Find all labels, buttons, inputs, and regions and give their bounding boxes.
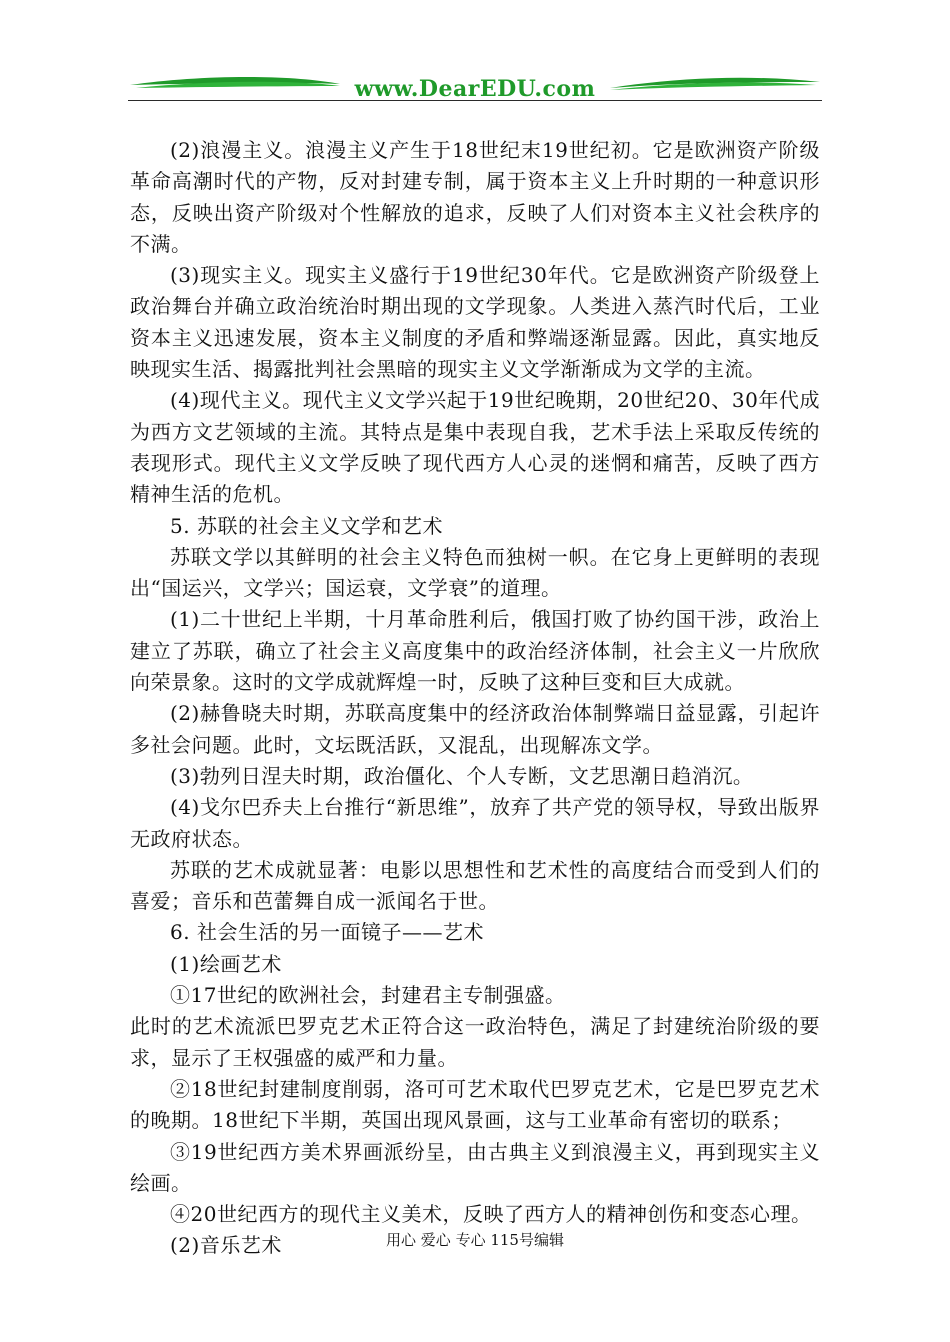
site-logo-banner bbox=[128, 70, 822, 104]
page-footer: 用心 爱心 专心 115号编辑 bbox=[386, 1231, 564, 1249]
body-paragraph: (2)浪漫主义。浪漫主义产生于18世纪末19世纪初。它是欧洲资产阶级革命高潮时代的产物，反对封建专制，属于资本主义上升时期的一种意识形态，反映出资产阶级对个性解放的追求，反映了人们对资本主义社会秩序的不满。 bbox=[130, 138, 820, 256]
body-paragraph: ①17世纪的欧洲社会，封建君主专制强盛。 bbox=[170, 983, 566, 1008]
body-paragraph: (3)现实主义。现实主义盛行于19世纪30年代。它是欧洲资产阶级登上政治舞台并确立政治统治时期出现的文学现象。人类进入蒸汽时代后，工业资本主义迅速发展，资本主义制度的矛盾和弊端逐渐显露。因此，真实地反映现实生活、揭露批判社会黑暗的现实主义文学渐渐成为文学的主流。 bbox=[130, 263, 820, 382]
body-paragraph: 苏联的艺术成就显著：电影以思想性和艺术性的高度结合而受到人们的喜爱；音乐和芭蕾舞自成一派闻名于世。 bbox=[130, 857, 820, 914]
header-divider bbox=[128, 100, 822, 101]
site-header bbox=[128, 70, 822, 104]
body-paragraph: 苏联文学以其鲜明的社会主义特色而独树一帜。在它身上更鲜明的表现出“国运兴，文学兴；国运衰，文学衰”的道理。 bbox=[130, 544, 820, 601]
body-paragraph: ③19世纪西方美术界画派纷呈，由古典主义到浪漫主义，再到现实主义绘画。 bbox=[130, 1139, 820, 1195]
site-logo-text: www.DearEDU.com bbox=[354, 76, 596, 102]
body-paragraph: (4)现代主义。现代主义文学兴起于19世纪晚期，20世纪20、30年代成为西方文艺领域的主流。其特点是集中表现自我，艺术手法上采取反传统的表现形式。现代主义文学反映了现代西方人心灵的迷惘和痛苦，反映了西方精神生活的危机。 bbox=[130, 388, 820, 507]
body-paragraph: 5. 苏联的社会主义文学和艺术 bbox=[170, 513, 443, 538]
body-paragraph: (3)勃列日涅夫时期，政治僵化、个人专断，文艺思潮日趋消沉。 bbox=[170, 763, 754, 788]
document-body bbox=[130, 135, 820, 1262]
body-paragraph: 6. 社会生活的另一面镜子——艺术 bbox=[170, 920, 484, 945]
body-paragraph: 此时的艺术流派巴罗克艺术正符合这一政治特色，满足了封建统治阶级的要求，显示了王权强盛的威严和力量。 bbox=[130, 1014, 820, 1070]
body-paragraph: (2)音乐艺术 bbox=[170, 1233, 282, 1258]
body-paragraph: ②18世纪封建制度削弱，洛可可艺术取代巴罗克艺术，它是巴罗克艺术的晚期。18世纪下半期，英国出现风景画，这与工业革命有密切的联系； bbox=[130, 1076, 820, 1133]
body-paragraph: (1)绘画艺术 bbox=[170, 951, 282, 976]
body-paragraph: (2)赫鲁晓夫时期，苏联高度集中的经济政治体制弊端日益显露，引起许多社会问题。此时，文坛既活跃，又混乱，出现解冻文学。 bbox=[130, 701, 820, 757]
body-paragraph: (4)戈尔巴乔夫上台推行“新思维”，放弃了共产党的领导权，导致出版界无政府状态。 bbox=[130, 795, 820, 851]
body-paragraph: ④20世纪西方的现代主义美术，反映了西方人的精神创伤和变态心理。 bbox=[170, 1202, 812, 1227]
body-paragraph: (1)二十世纪上半期，十月革命胜利后，俄国打败了协约国干涉，政治上建立了苏联，确立了社会主义高度集中的政治经济体制，社会主义一片欣欣向荣景象。这时的文学成就辉煌一时，反映了这种巨变和巨大成就。 bbox=[130, 607, 820, 695]
